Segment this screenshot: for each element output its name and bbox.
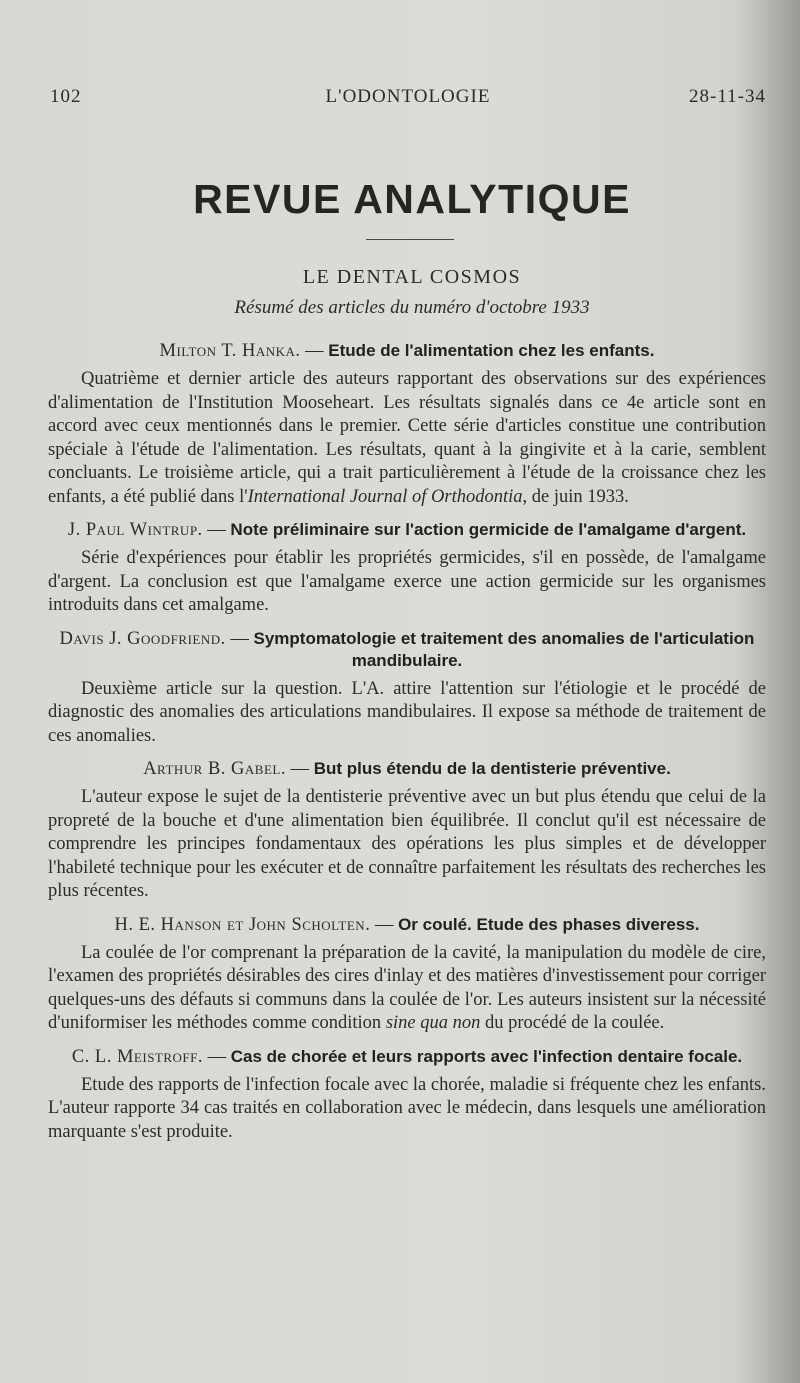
entry-body (48, 1074, 766, 1145)
entry-title: Cas de chorée et leurs rapports avec l'infection dentaire focale. (230, 1046, 743, 1066)
entry-separator: — (202, 520, 231, 540)
entry-heading (48, 758, 766, 780)
source-issue: Résumé des articles du numéro d'octobre 1933 (234, 297, 590, 318)
entry-author: Milton T. Hanka. (159, 341, 301, 361)
entry-title: Etude de l'alimentation chez les enfants. (328, 341, 655, 360)
title-divider (366, 239, 454, 240)
entry-separator: — (203, 1046, 231, 1067)
running-header (50, 86, 766, 110)
issue-date: 28-11-34 (689, 86, 766, 107)
entry-body-text: L'auteur expose le sujet de la dentisterie préventive avec un but plus étendu que celui de la propreté de la bouche et d'une alimentation bien équilibrée. Il conclut qu'il est nécessaire de comprendre les principes fondamentaux des opérations les plus simples et de développer l'habileté technique pour les exécuter et de connaître parfaitement les résultats des recherches les plus récentes. (48, 787, 766, 901)
entry-body (48, 942, 766, 1036)
entry-author: H. E. Hanson et John Scholten. (114, 914, 371, 935)
entry-author: C. L. Meistroff. (71, 1046, 204, 1067)
entry-author: Davis J. Goodfriend. (59, 628, 226, 649)
entry-separator: — (300, 341, 329, 361)
entry-body-text: Série d'expériences pour établir les propriétés germicides, s'il en possède, de l'amalgame d'argent. La conclusion est que l'amalgame exerce une action germicide sur les organismes introduits dans cet amalgame. (48, 548, 766, 615)
entry-body-text: Etude des rapports de l'infection focale avec la chorée, maladie si fréquente chez les enfants. L'auteur rapporte 34 cas traités en collaboration avec le médecin, dans lesquels une amélioration marquante s'est produite. (48, 1074, 766, 1142)
abstract-entry (48, 628, 766, 749)
entry-author: Arthur B. Gabel. (143, 759, 286, 779)
entry-body-text: Quatrième et dernier article des auteurs rapportant des observations sur des expériences d'alimentation de l'Institution Mooseheart. Les résultats signalés dans ce 4e article sont en accord avec ceux mentionnés dans le premier. Cette série d'articles constitue une contribution spéciale à l'étude de l'alimentation. Les résultats, quant à la gingivite et à la carie, semblent concluants. Le troisième article, qui a trait particulièrement à l'étude de la croissance chez les enfants, a été publié dans l' (48, 369, 766, 507)
entry-separator: — (225, 628, 254, 649)
entry-heading (48, 519, 766, 541)
entry-title: Or coulé. Etude des phases diveress. (398, 914, 700, 934)
source-name: LE DENTAL COSMOS (302, 266, 522, 288)
entry-body-italic: sine qua non (385, 1013, 481, 1033)
entry-body-text: du procédé de la coulée. (480, 1013, 665, 1033)
abstract-entry (48, 914, 766, 1036)
entry-title: Symptomatologie et traitement des anomalies de l'articulation mandibulaire. (253, 628, 755, 670)
entry-heading (48, 628, 766, 672)
entry-heading (48, 340, 766, 362)
entry-body (48, 786, 766, 904)
abstract-entry (48, 519, 766, 618)
entry-body-text: , de juin 1933. (522, 486, 629, 507)
page-number: 102 (50, 86, 82, 107)
entries-list (48, 340, 766, 1154)
section-title: REVUE ANALYTIQUE (193, 176, 631, 222)
entry-author: J. Paul Wintrup. (67, 520, 203, 540)
entry-separator: — (370, 914, 399, 935)
entry-body (48, 678, 766, 749)
entry-title: Note préliminaire sur l'action germicide de l'amalgame d'argent. (230, 520, 747, 539)
entry-heading (48, 914, 766, 936)
entry-body (48, 547, 766, 618)
abstract-entry (48, 758, 766, 904)
entry-body-italic: International Journal of Orthodontia (247, 486, 523, 507)
entry-body-text: Deuxième article sur la question. L'A. attire l'attention sur l'étiologie et le procédé de diagnostic des anomalies des articulations mandibulaires. Il expose sa méthode de traitement de ces anomalies. (48, 678, 766, 746)
abstract-entry (48, 340, 766, 509)
abstract-entry (48, 1046, 766, 1145)
entry-separator: — (285, 759, 314, 779)
journal-title: L'ODONTOLOGIE (325, 86, 491, 107)
entry-body-text: La coulée de l'or comprenant la préparation de la cavité, la manipulation du modèle de cire, l'examen des propriétés désirables des cires d'inlay et des matières d'investissement pour corriger quelques-uns des défauts si communs dans la coulée de l'or. Les auteurs insistent sur la nécessité d'uniformiser les méthodes comme condition (48, 942, 766, 1033)
entry-heading (48, 1046, 766, 1068)
entry-body (48, 368, 766, 509)
entry-title: But plus étendu de la dentisterie préventive. (313, 759, 671, 778)
